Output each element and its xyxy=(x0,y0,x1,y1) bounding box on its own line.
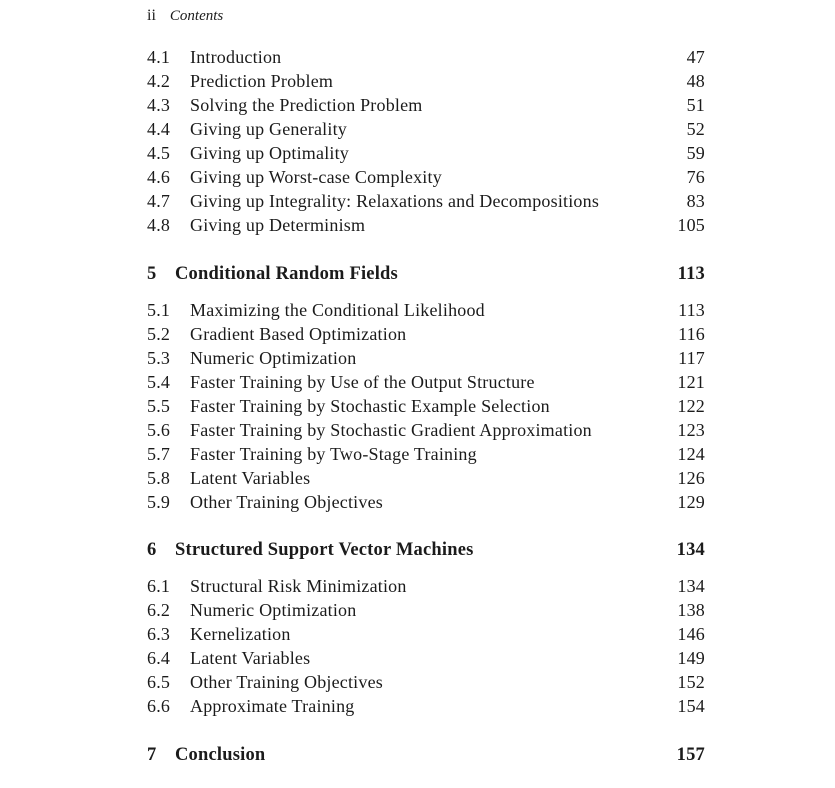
chapter-number: 6 xyxy=(147,539,157,560)
section-number: 4.8 xyxy=(147,214,171,235)
toc-entry-4-3[interactable] xyxy=(147,93,705,117)
section-title: Giving up Determinism xyxy=(190,214,366,235)
chapter-title: Conditional Random Fields xyxy=(175,263,398,284)
section-number: 4.3 xyxy=(147,94,171,115)
toc-entry-5-1[interactable] xyxy=(147,298,705,322)
section-page: 129 xyxy=(677,491,705,512)
section-page: 116 xyxy=(678,323,705,344)
section-title: Giving up Optimality xyxy=(190,142,349,163)
running-header xyxy=(147,7,223,25)
section-number: 6.3 xyxy=(147,623,171,644)
section-title: Structural Risk Minimization xyxy=(190,575,407,596)
toc-entry-4-6[interactable] xyxy=(147,165,705,189)
section-number: 4.4 xyxy=(147,118,171,139)
section-number: 5.1 xyxy=(147,299,171,320)
section-title: Prediction Problem xyxy=(190,70,334,91)
section-number: 6.5 xyxy=(147,671,171,692)
section-number: 6.1 xyxy=(147,575,171,596)
section-title: Giving up Worst-case Complexity xyxy=(190,166,442,187)
section-title: Maximizing the Conditional Likelihood xyxy=(190,299,485,320)
section-title: Gradient Based Optimization xyxy=(190,323,407,344)
section-page: 154 xyxy=(677,695,705,716)
section-page: 152 xyxy=(677,671,705,692)
chapter-title: Structured Support Vector Machines xyxy=(175,539,474,560)
section-title: Numeric Optimization xyxy=(190,599,357,620)
section-number: 5.2 xyxy=(147,323,171,344)
toc-entry-6-2[interactable] xyxy=(147,598,705,622)
toc-entry-4-4[interactable] xyxy=(147,117,705,141)
toc-chapter-7[interactable] xyxy=(147,743,705,767)
section-title: Faster Training by Stochastic Example Selection xyxy=(190,395,550,416)
section-page: 121 xyxy=(677,371,705,392)
toc-entry-5-4[interactable] xyxy=(147,370,705,394)
toc-chapter-6[interactable] xyxy=(147,538,705,562)
section-number: 4.2 xyxy=(147,70,171,91)
toc-entry-4-5[interactable] xyxy=(147,141,705,165)
toc-entry-6-6[interactable] xyxy=(147,694,705,718)
section-page: 122 xyxy=(677,395,705,416)
toc-entry-6-4[interactable] xyxy=(147,646,705,670)
toc-entry-6-1[interactable] xyxy=(147,574,705,598)
chapter-number: 5 xyxy=(147,263,157,284)
section-number: 5.8 xyxy=(147,467,171,488)
section-page: 83 xyxy=(686,190,705,211)
section-page: 124 xyxy=(677,443,705,464)
section-number: 5.9 xyxy=(147,491,171,512)
section-title: Faster Training by Stochastic Gradient Approximation xyxy=(190,419,592,440)
section-number: 4.1 xyxy=(147,46,171,67)
header-running-title: Contents xyxy=(169,8,224,24)
toc-entry-5-9[interactable] xyxy=(147,490,705,514)
chapter-title: Conclusion xyxy=(175,744,266,765)
toc-entry-4-7[interactable] xyxy=(147,189,705,213)
section-number: 5.6 xyxy=(147,419,171,440)
section-page: 51 xyxy=(686,94,705,115)
toc-entry-5-5[interactable] xyxy=(147,394,705,418)
section-page: 117 xyxy=(678,347,705,368)
section-page: 126 xyxy=(677,467,705,488)
toc-chapter-5[interactable] xyxy=(147,262,705,286)
section-number: 4.7 xyxy=(147,190,171,211)
toc-entry-5-8[interactable] xyxy=(147,466,705,490)
chapter-page: 113 xyxy=(677,263,705,284)
section-number: 4.5 xyxy=(147,142,171,163)
header-page-number: ii xyxy=(147,7,156,24)
chapter-page: 157 xyxy=(676,744,705,765)
section-title: Approximate Training xyxy=(190,695,355,716)
section-page: 47 xyxy=(686,46,705,67)
section-title: Latent Variables xyxy=(190,467,311,488)
chapter-number: 7 xyxy=(147,744,157,765)
section-number: 6.4 xyxy=(147,647,171,668)
toc-entry-5-3[interactable] xyxy=(147,346,705,370)
section-title: Kernelization xyxy=(190,623,291,644)
section-number: 6.2 xyxy=(147,599,171,620)
section-title: Introduction xyxy=(190,46,282,67)
section-number: 6.6 xyxy=(147,695,171,716)
section-number: 4.6 xyxy=(147,166,171,187)
section-page: 123 xyxy=(677,419,705,440)
section-page: 59 xyxy=(686,142,705,163)
section-number: 5.3 xyxy=(147,347,171,368)
section-title: Other Training Objectives xyxy=(190,671,383,692)
section-page: 113 xyxy=(678,299,705,320)
toc-entry-6-3[interactable] xyxy=(147,622,705,646)
section-title: Faster Training by Use of the Output Structure xyxy=(190,371,535,392)
section-page: 52 xyxy=(686,118,705,139)
toc-entry-4-8[interactable] xyxy=(147,213,705,237)
section-title: Latent Variables xyxy=(190,647,311,668)
section-page: 134 xyxy=(677,575,705,596)
toc-entry-6-5[interactable] xyxy=(147,670,705,694)
section-page: 149 xyxy=(677,647,705,668)
section-title: Solving the Prediction Problem xyxy=(190,94,423,115)
toc-entry-5-6[interactable] xyxy=(147,418,705,442)
section-page: 76 xyxy=(686,166,705,187)
toc-entry-5-7[interactable] xyxy=(147,442,705,466)
section-page: 138 xyxy=(677,599,705,620)
section-title: Giving up Generality xyxy=(190,118,347,139)
section-page: 146 xyxy=(677,623,705,644)
section-page: 48 xyxy=(686,70,705,91)
section-title: Giving up Integrality: Relaxations and Decompositions xyxy=(190,190,600,211)
toc-entry-4-1[interactable] xyxy=(147,45,705,69)
section-number: 5.5 xyxy=(147,395,171,416)
toc-entry-5-2[interactable] xyxy=(147,322,705,346)
section-number: 5.7 xyxy=(147,443,171,464)
section-number: 5.4 xyxy=(147,371,171,392)
section-title: Numeric Optimization xyxy=(190,347,357,368)
chapter-page: 134 xyxy=(676,539,705,560)
toc-entry-4-2[interactable] xyxy=(147,69,705,93)
section-title: Faster Training by Two-Stage Training xyxy=(190,443,477,464)
section-page: 105 xyxy=(677,214,705,235)
section-title: Other Training Objectives xyxy=(190,491,383,512)
